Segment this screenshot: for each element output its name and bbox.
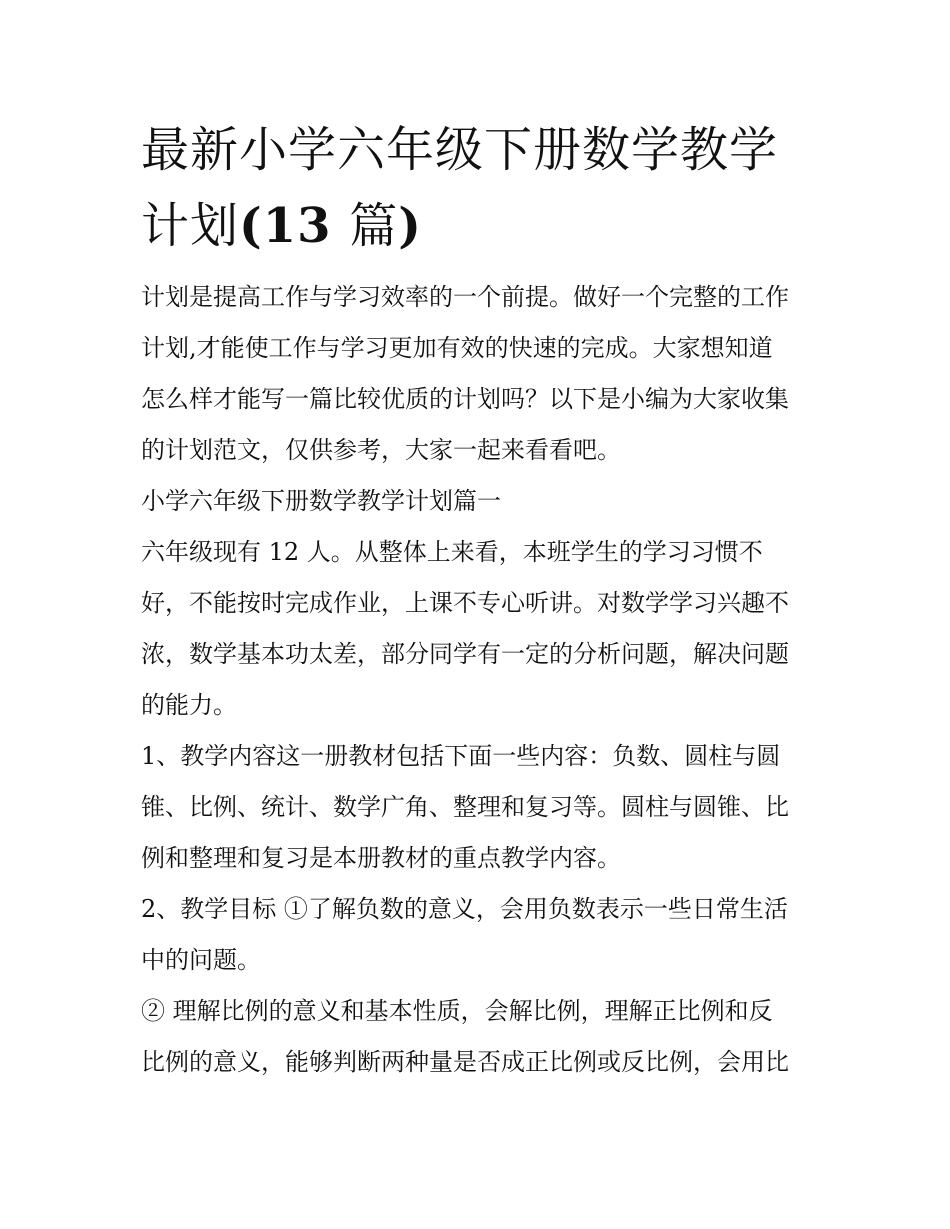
title-line-2 xyxy=(141,188,821,264)
teaching-goals-paragraph xyxy=(141,884,821,986)
document-content xyxy=(141,112,821,1088)
class-status-paragraph xyxy=(141,527,821,731)
section-heading: 小学六年级下册数学教学计划篇一 xyxy=(141,487,501,515)
class-line: 六年级现有 12 人。从整体上来看，本班学生的学习习惯不 xyxy=(141,538,763,566)
goal-line: 中的问题。 xyxy=(141,946,261,974)
class-line: 浓，数学基本功太差，部分同学有一定的分析问题，解决问题 xyxy=(141,640,789,668)
document-title xyxy=(141,112,821,264)
class-line: 的能力。 xyxy=(141,691,237,719)
teaching-content-paragraph xyxy=(141,731,821,884)
content-line: 例和整理和复习是本册教材的重点教学内容。 xyxy=(141,844,621,872)
goal-line: 2、教学目标 ①了解负数的意义，会用负数表示一些日常生活 xyxy=(141,895,788,923)
title-line-2-mid: 篇 xyxy=(349,198,399,254)
title-line-2-prefix: 计划 xyxy=(141,198,240,254)
title-line-2-close: ) xyxy=(398,198,422,254)
title-line-1: 最新小学六年级下册数学教学 xyxy=(141,122,779,178)
intro-line: 计划是提高工作与学习效率的一个前提。做好一个完整的工作 xyxy=(141,283,789,311)
goal2-line: ② 理解比例的意义和基本性质，会解比例，理解正比例和反 xyxy=(141,997,773,1025)
document-body xyxy=(141,272,821,1088)
content-line: 锥、比例、统计、数学广角、整理和复习等。圆柱与圆锥、比 xyxy=(141,793,789,821)
intro-paragraph xyxy=(141,272,821,476)
intro-line: 的计划范文，仅供参考，大家一起来看看吧。 xyxy=(141,436,621,464)
content-line: 1、教学内容这一册教材包括下面一些内容：负数、圆柱与圆 xyxy=(141,742,781,770)
intro-line: 怎么样才能写一篇比较优质的计划吗？以下是小编为大家收集 xyxy=(141,385,789,413)
goal-two-paragraph xyxy=(141,986,821,1088)
class-line: 好，不能按时完成作业，上课不专心听讲。对数学学习兴趣不 xyxy=(141,589,789,617)
goal2-line: 比例的意义，能够判断两种量是否成正比例或反比例，会用比 xyxy=(141,1048,789,1076)
title-line-2-number: (13 xyxy=(239,198,350,254)
intro-line: 计划,才能使工作与学习更加有效的快速的完成。大家想知道 xyxy=(141,334,773,362)
